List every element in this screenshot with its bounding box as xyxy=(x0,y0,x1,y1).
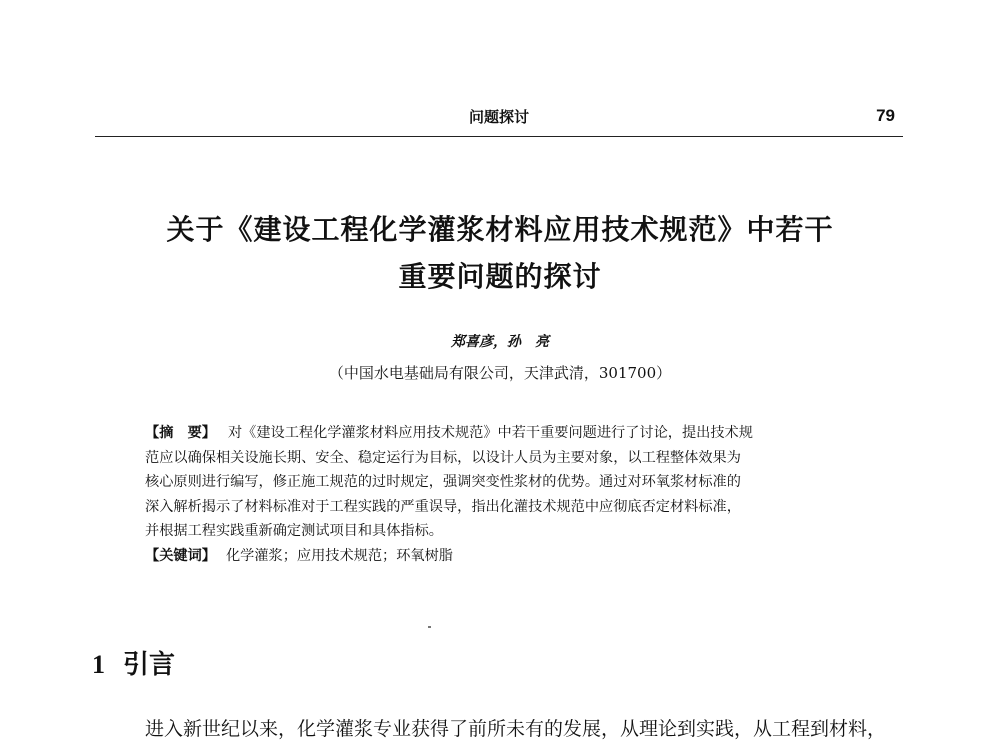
keywords-line xyxy=(145,544,865,569)
keywords-text: 化学灌浆；应用技术规范；环氧树脂 xyxy=(225,547,453,564)
scan-speck xyxy=(428,626,431,628)
page-number: 79 xyxy=(876,106,895,125)
abstract xyxy=(145,421,865,569)
section-title: 引言 xyxy=(123,650,176,680)
running-header xyxy=(95,104,903,132)
section-heading xyxy=(92,648,175,682)
keywords-label: 【关键词】 xyxy=(145,547,216,564)
abstract-text: 对《建设工程化学灌浆材料应用技术规范》中若干重要问题进行了讨论，提出技术规 xyxy=(227,425,753,441)
header-rule xyxy=(95,136,903,137)
abstract-line: 深入解析揭示了材料标准对于工程实践的严重误导，指出化灌技术规范中应彻底否定材料标准， xyxy=(145,498,741,515)
authors: 郑喜彦，孙 亮 xyxy=(451,334,549,350)
paper-title xyxy=(80,206,920,300)
abstract-line xyxy=(145,421,865,446)
affiliation: （中国水电基础局有限公司，天津武清，301700） xyxy=(328,364,672,382)
paper-title-line-2: 重要问题的探讨 xyxy=(398,260,602,293)
abstract-line: 并根据工程实践重新确定测试项目和具体指标。 xyxy=(145,523,443,540)
section-number: 1 xyxy=(92,650,105,679)
abstract-label: 【摘 要】 xyxy=(145,425,216,441)
running-header-section: 问题探讨 xyxy=(468,108,529,126)
paper-title-line-1: 关于《建设工程化学灌浆材料应用技术规范》中若干 xyxy=(166,213,834,246)
abstract-line: 范应以确保相关设施长期、安全、稳定运行为目标，以设计人员为主要对象，以工程整体效果为 xyxy=(145,449,741,466)
body-paragraph: 进入新世纪以来，化学灌浆专业获得了前所未有的发展，从理论到实践，从工程到材料， xyxy=(145,718,887,740)
abstract-line: 核心原则进行编写，修正施工规范的过时规定，强调突变性浆材的优势。通过对环氧浆材标准的 xyxy=(145,474,741,491)
